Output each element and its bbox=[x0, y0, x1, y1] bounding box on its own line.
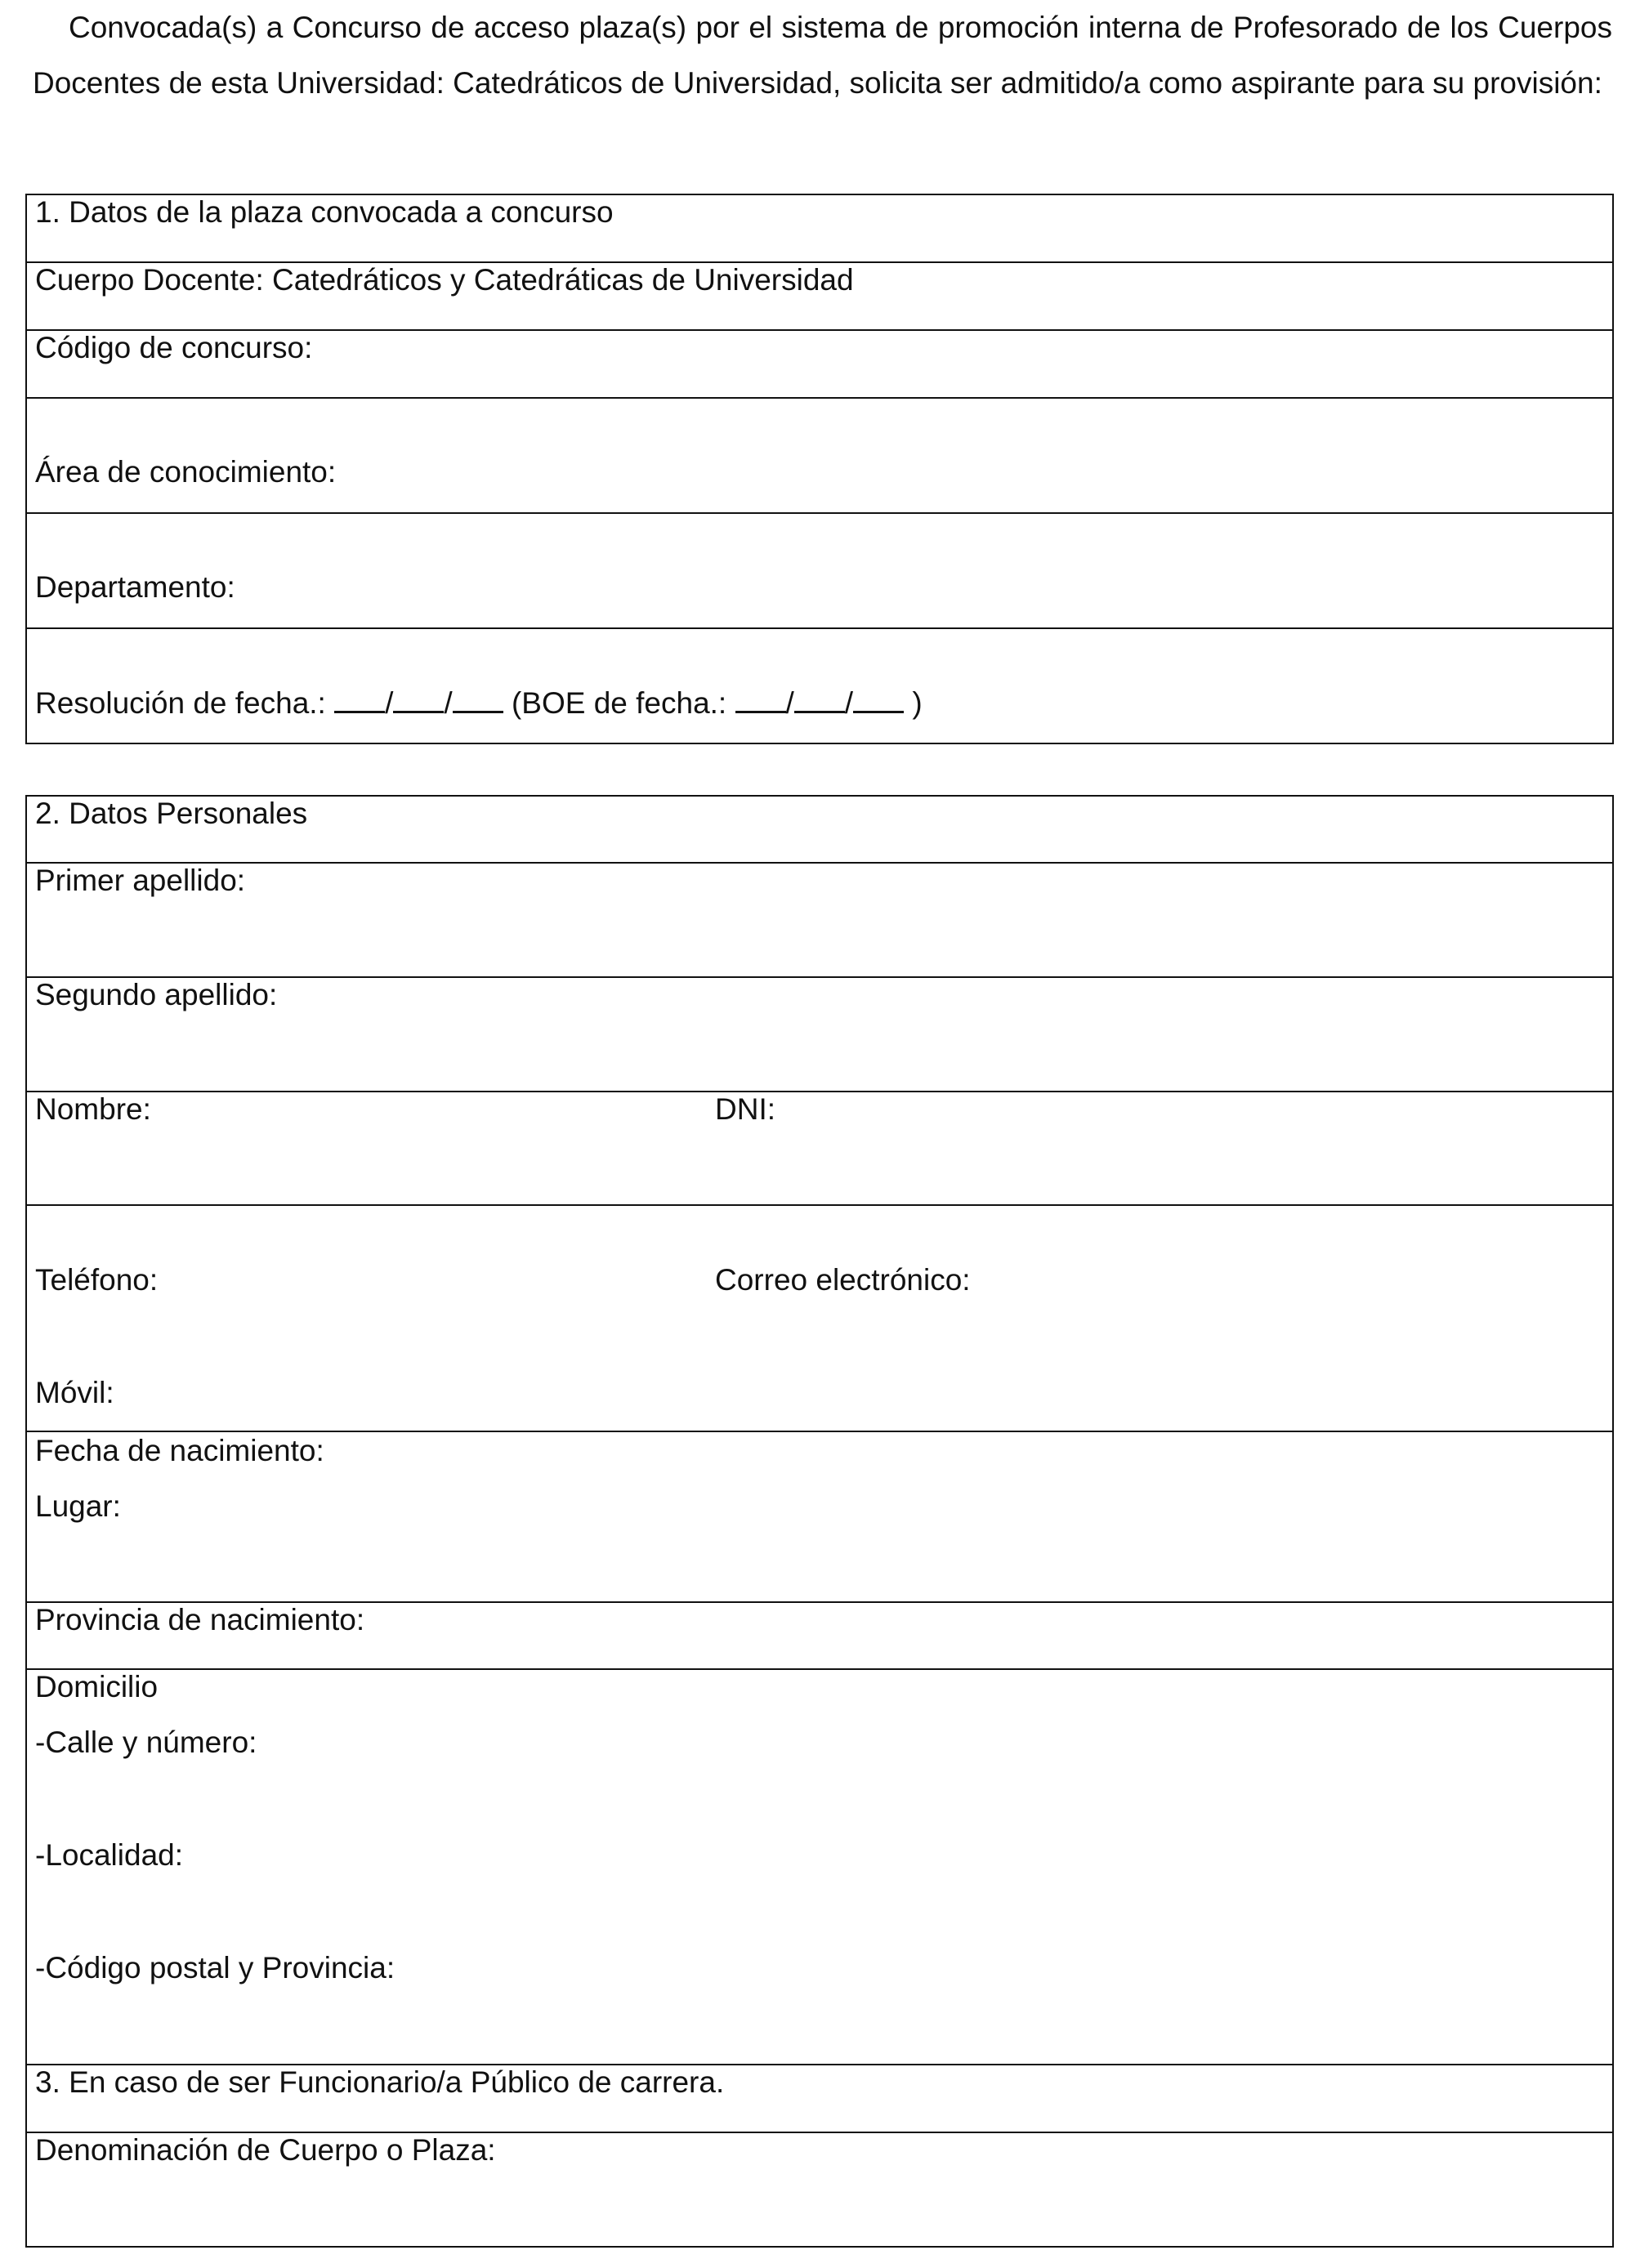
nombre-field[interactable] bbox=[35, 1092, 715, 1127]
personal-data-table bbox=[25, 795, 1614, 2248]
movil-field[interactable] bbox=[35, 1376, 1604, 1410]
primer-apellido-field[interactable] bbox=[26, 863, 1613, 977]
contact-row bbox=[26, 1205, 1613, 1431]
fecha-nacimiento-label: Fecha de nacimiento: bbox=[35, 1434, 324, 1467]
cuerpo-docente-field: Cuerpo Docente: Catedráticos y Catedráticas de Universidad bbox=[26, 262, 1613, 330]
primer-apellido-label: Primer apellido: bbox=[35, 864, 246, 897]
resolucion-fecha-field[interactable] bbox=[26, 628, 1613, 743]
provincia-nacimiento-label: Provincia de nacimiento: bbox=[35, 1603, 365, 1636]
telefono-field[interactable] bbox=[35, 1263, 715, 1297]
telefono-label: Teléfono: bbox=[35, 1263, 159, 1297]
boe-month-blank[interactable] bbox=[794, 685, 845, 713]
domicilio-row bbox=[26, 1669, 1613, 2065]
codigo-concurso-label: Código de concurso: bbox=[35, 331, 313, 364]
boe-day-blank[interactable] bbox=[735, 685, 786, 713]
movil-label: Móvil: bbox=[35, 1376, 114, 1409]
nacimiento-row bbox=[26, 1431, 1613, 1602]
calle-label: -Calle y número: bbox=[35, 1726, 257, 1759]
calle-field[interactable] bbox=[35, 1726, 1604, 1760]
dni-label: DNI: bbox=[715, 1092, 775, 1126]
area-conocimiento-field[interactable] bbox=[26, 398, 1613, 513]
resolucion-day-blank[interactable] bbox=[334, 685, 385, 713]
date-separator: / bbox=[444, 685, 453, 720]
date-separator: / bbox=[385, 685, 394, 720]
lugar-label: Lugar: bbox=[35, 1489, 121, 1523]
boe-year-blank[interactable] bbox=[853, 685, 904, 713]
domicilio-label: Domicilio bbox=[35, 1670, 159, 1703]
resolucion-month-blank[interactable] bbox=[393, 685, 444, 713]
date-separator: / bbox=[785, 685, 794, 720]
localidad-label: -Localidad: bbox=[35, 1838, 184, 1872]
section1-title: 1. Datos de la plaza convocada a concurso bbox=[26, 194, 1613, 262]
correo-field[interactable] bbox=[715, 1263, 1604, 1297]
segundo-apellido-label: Segundo apellido: bbox=[35, 978, 278, 1011]
codigo-postal-label: -Código postal y Provincia: bbox=[35, 1951, 395, 1984]
resolucion-year-blank[interactable] bbox=[453, 685, 503, 713]
denominacion-field[interactable] bbox=[26, 2132, 1613, 2247]
denominacion-label: Denominación de Cuerpo o Plaza: bbox=[35, 2133, 496, 2167]
dni-field[interactable] bbox=[715, 1092, 1604, 1127]
correo-label: Correo electrónico: bbox=[715, 1263, 971, 1297]
lugar-field[interactable] bbox=[35, 1489, 1604, 1524]
nombre-label: Nombre: bbox=[35, 1092, 151, 1126]
plaza-data-table bbox=[25, 194, 1614, 744]
section2-title: 2. Datos Personales bbox=[26, 796, 1613, 863]
localidad-field[interactable] bbox=[35, 1838, 1604, 1873]
segundo-apellido-field[interactable] bbox=[26, 977, 1613, 1092]
area-conocimiento-label: Área de conocimiento: bbox=[35, 454, 337, 489]
boe-label: (BOE de fecha.: bbox=[511, 685, 727, 720]
resolucion-label: Resolución de fecha.: bbox=[35, 685, 326, 720]
fecha-nacimiento-field[interactable] bbox=[35, 1432, 1604, 1468]
departamento-field[interactable] bbox=[26, 513, 1613, 628]
provincia-nacimiento-field[interactable] bbox=[26, 1602, 1613, 1669]
date-separator: / bbox=[844, 685, 854, 720]
intro-paragraph: Convocada(s) a Concurso de acceso plaza(s) por el sistema de promoción interna de Profesorado de los Cuerpos Docentes de esta Universidad: Catedráticos de Universidad, solicita ser admitido/a como aspirante para su provisión: bbox=[33, 11, 1612, 100]
departamento-label: Departamento: bbox=[35, 569, 235, 604]
section3-title: 3. En caso de ser Funcionario/a Público de carrera. bbox=[26, 2065, 1613, 2132]
close-paren: ) bbox=[912, 685, 923, 720]
codigo-postal-field[interactable] bbox=[35, 1951, 1604, 1985]
codigo-concurso-field[interactable] bbox=[26, 330, 1613, 398]
nombre-dni-row bbox=[26, 1092, 1613, 1205]
